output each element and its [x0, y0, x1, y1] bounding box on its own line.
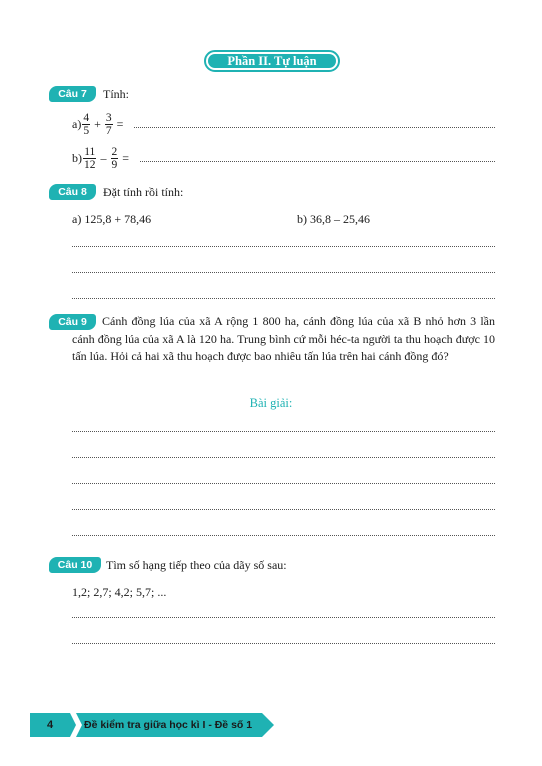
- q7-a-fraction-1: [82, 112, 90, 137]
- footer-title: Đề kiểm tra giữa học kì I - Đề số 1: [84, 719, 253, 731]
- answer-line-q9-2: [72, 457, 495, 458]
- q7-b-expression: [72, 142, 132, 174]
- q7-b-f2-denominator: 9: [111, 158, 118, 171]
- q7-a-f1-numerator: 4: [83, 111, 90, 124]
- q7-b-f2-numerator: 2: [111, 145, 118, 158]
- q7-a-f2-numerator: 3: [105, 111, 112, 124]
- answer-line-q9-4: [72, 509, 495, 510]
- q7-b-fraction-1: [83, 146, 97, 171]
- q8-part-a: a) 125,8 + 78,46: [72, 212, 152, 226]
- answer-line-q8-1: [72, 246, 495, 247]
- question-badge-7: Câu 7: [49, 86, 96, 102]
- q7-b-f1-denominator: 12: [84, 158, 96, 171]
- q10-prompt: Tìm số hạng tiếp theo của dãy số sau:: [106, 558, 287, 572]
- q7-b-operator: –: [100, 150, 107, 165]
- q7-a-label: a): [72, 116, 82, 131]
- q7-b-f1-numerator: 11: [84, 145, 96, 158]
- question-badge-10: Câu 10: [49, 557, 101, 573]
- q9-solution-title: Bài giải:: [249, 396, 293, 410]
- q10-sequence: 1,2; 2,7; 4,2; 5,7; ...: [72, 585, 167, 599]
- q8-prompt: Đặt tính rồi tính:: [103, 185, 184, 199]
- answer-line-q8-3: [72, 298, 495, 299]
- q7-b-equals: =: [122, 150, 130, 165]
- answer-line-q10-1: [72, 617, 495, 618]
- answer-line-q7-a: [134, 127, 495, 128]
- question-badge-8: Câu 8: [49, 184, 96, 200]
- q9-problem-text: Cánh đồng lúa của xã A rộng 1 800 ha, cánh đồng lúa của xã B nhỏ hơn 3 lần cánh đồng lúa của xã A là 120 ha. Trung bình cứ mỗi héc-ta người ta thu hoạch được 10 tấn lúa. Hỏi cả hai xã thu hoạch được bao nhiêu tấn lúa trên hai cánh đồng đó?: [72, 314, 495, 363]
- q7-a-fraction-2: [105, 112, 113, 137]
- section-title: [204, 50, 340, 72]
- answer-line-q8-2: [72, 272, 495, 273]
- answer-line-q10-2: [72, 643, 495, 644]
- question-badge-9: Câu 9: [49, 314, 96, 330]
- q7-a-f1-denominator: 5: [83, 124, 90, 137]
- q7-a-f2-denominator: 7: [105, 124, 112, 137]
- answer-line-q9-5: [72, 535, 495, 536]
- q8-part-b: b) 36,8 – 25,46: [297, 212, 370, 226]
- q7-a-operator: +: [94, 116, 101, 131]
- footer-page-number: 4: [46, 719, 54, 731]
- answer-line-q7-b: [140, 161, 495, 162]
- answer-line-q9-3: [72, 483, 495, 484]
- q7-a-expression: [72, 108, 126, 140]
- q7-b-label: b): [72, 150, 82, 165]
- answer-line-q9-1: [72, 431, 495, 432]
- q7-a-equals: =: [116, 116, 124, 131]
- section-title-text: Phần II. Tự luận: [208, 54, 336, 68]
- q7-b-fraction-2: [111, 146, 119, 171]
- q7-prompt: Tính:: [103, 87, 129, 101]
